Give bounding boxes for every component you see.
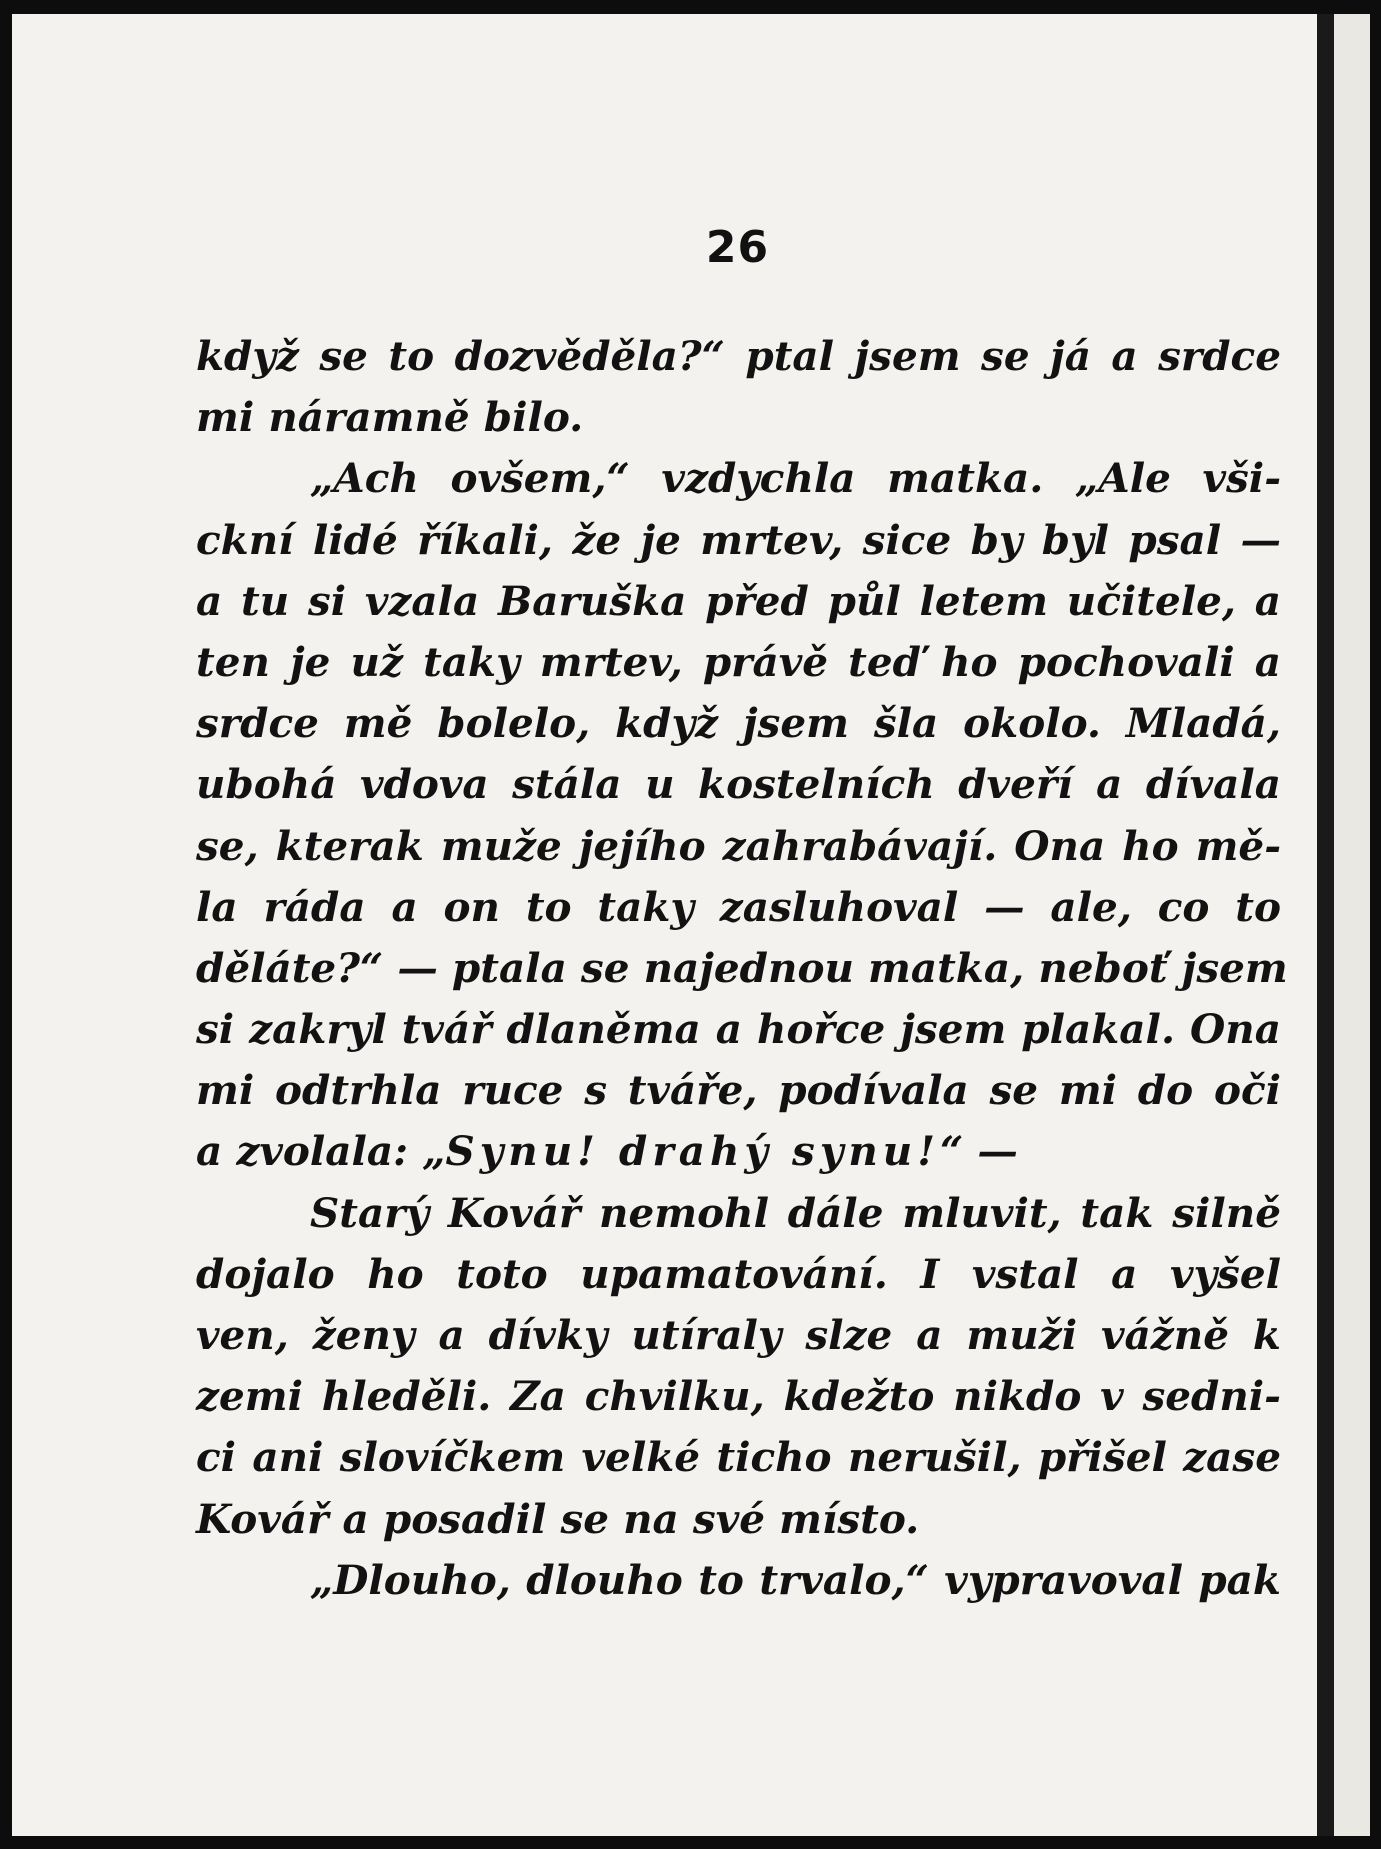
text-line: ten je už taky mrtev, právě teď ho pochovali a	[196, 637, 1281, 686]
text-line: ckní lidé říkali, že je mrtev, sice by byl psal —	[196, 515, 1281, 564]
text-line: ci ani slovíčkem velké ticho nerušil, přišel zase	[196, 1433, 1281, 1482]
text-line: se, kterak muže jejího zahrabávají. Ona ho mě-	[196, 821, 1281, 870]
page-number: 26	[705, 222, 770, 273]
text-line: když se to dozvěděla?“ ptal jsem se já a srdce	[196, 332, 1281, 380]
text-line: a tu si vzala Baruška před půl letem učitele, a	[196, 576, 1281, 625]
text-span: a zvolala: „	[196, 1127, 446, 1176]
text-span: “ —	[940, 1127, 1018, 1176]
body-text	[196, 326, 1288, 1611]
text-line: ven, ženy a dívky utíraly slze a muži vážně k	[196, 1311, 1281, 1359]
adjacent-page-edge	[1334, 14, 1370, 1836]
text-line: mi odtrhla ruce s tváře, podívala se mi do oči	[196, 1066, 1281, 1115]
text-line: Starý Kovář nemohl dále mluvit, tak silně	[310, 1188, 1281, 1237]
text-line: si zakryl tvář dlaněma a hořce jsem plakal. Ona	[196, 1005, 1281, 1054]
text-line: „Dlouho, dlouho to trvalo,“ vypravoval pak	[310, 1555, 1281, 1604]
text-line: Kovář a posadil se na své místo.	[196, 1494, 920, 1543]
text-line: zemi hleděli. Za chvilku, kdežto nikdo v sedni-	[196, 1372, 1281, 1421]
text-line: ubohá vdova stála u kostelních dveří a dívala	[196, 760, 1281, 809]
text-line: „Ach ovšem,“ vzdychla matka. „Ale vši-	[310, 454, 1281, 503]
text-line: srdce mě bolelo, když jsem šla okolo. Mladá,	[196, 699, 1281, 748]
page-gutter	[1317, 14, 1334, 1836]
spaced-text: Synu! drahý synu!	[445, 1127, 941, 1176]
text-line: dojalo ho toto upamatování. I vstal a vyšel	[196, 1249, 1281, 1298]
text-line: děláte?“ — ptala se najednou matka, neboť jsem	[196, 943, 1288, 992]
text-line: mi náramně bilo.	[196, 393, 584, 442]
text-line: la ráda a on to taky zasluhoval — ale, co to	[196, 882, 1281, 931]
text-line	[196, 1121, 1281, 1182]
